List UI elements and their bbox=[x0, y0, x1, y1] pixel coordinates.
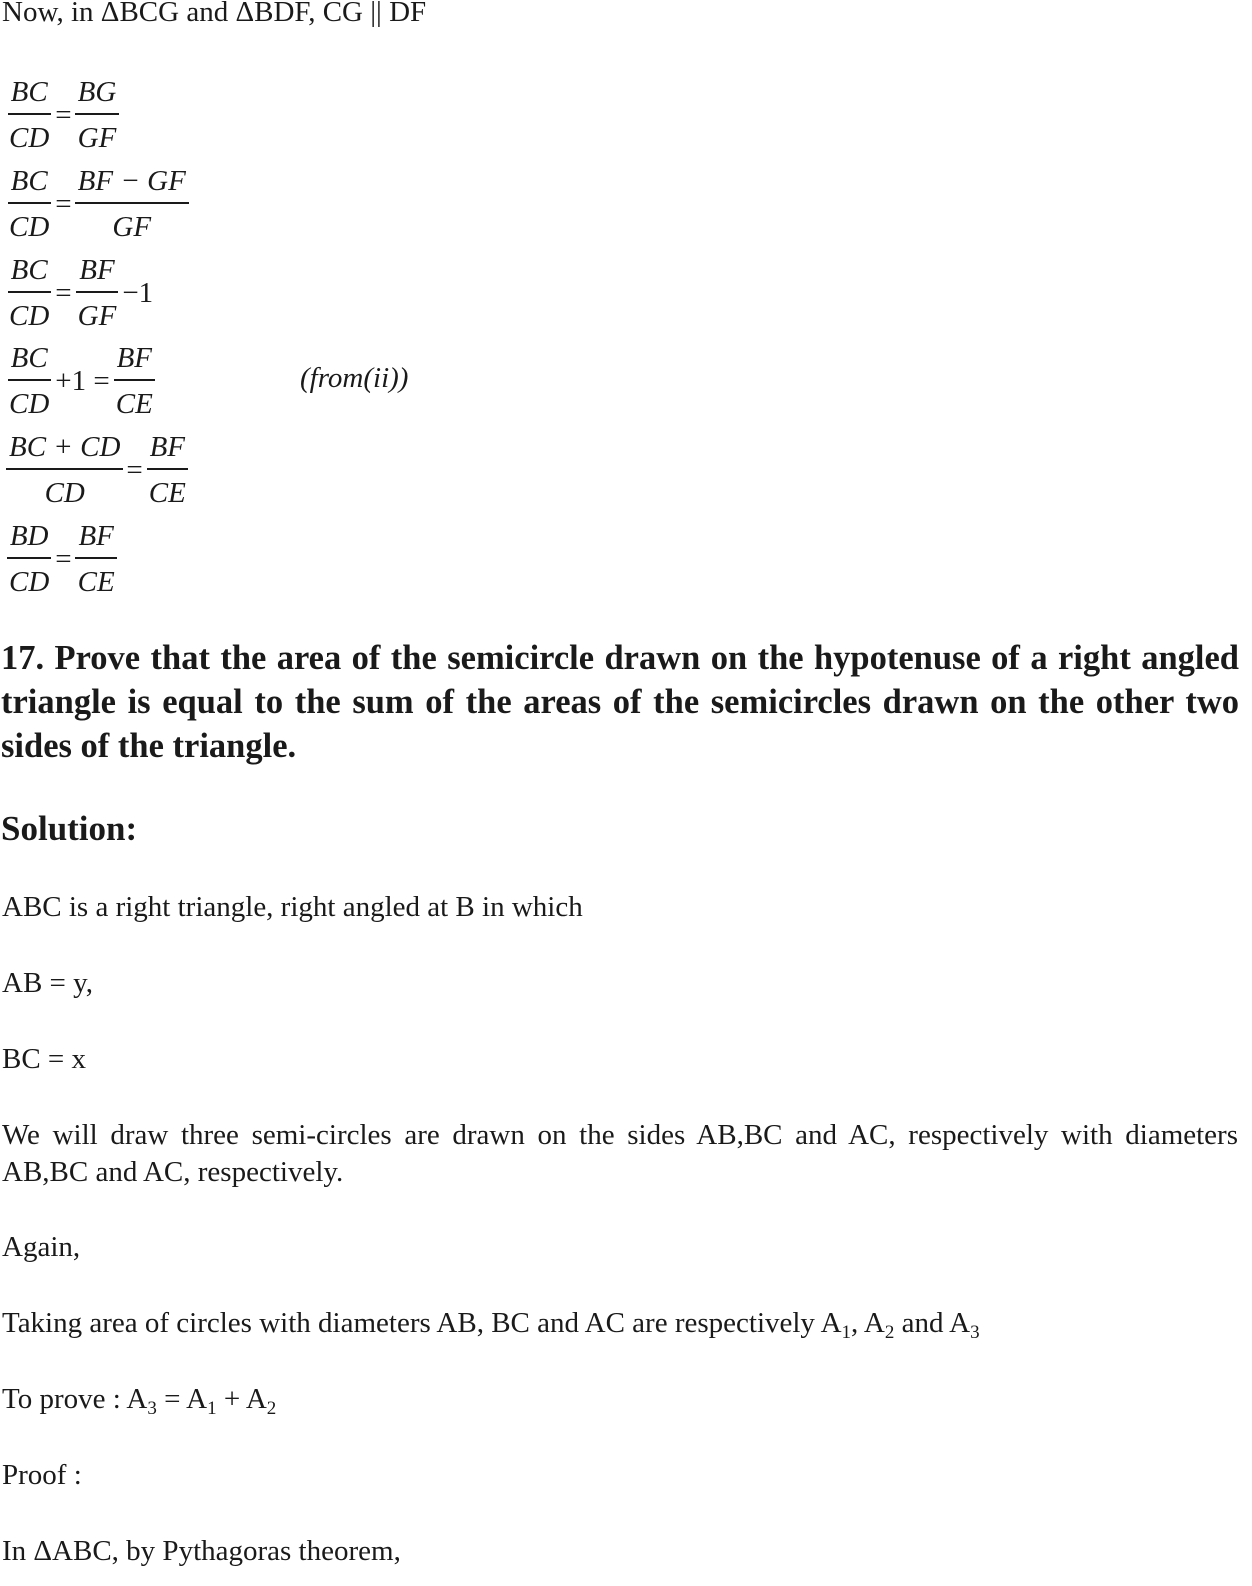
equation-2-rhs-fraction bbox=[75, 163, 189, 245]
equation-4-rhs-numerator: BF bbox=[114, 340, 155, 381]
taking-area-sub-1: 1 bbox=[841, 1322, 852, 1343]
equation-4-lhs-denominator: CD bbox=[9, 388, 50, 420]
equation-5-lhs-numerator: BC + CD bbox=[6, 429, 123, 470]
line-abc: ABC is a right triangle, right angled at B in which bbox=[2, 891, 583, 923]
equation-1-lhs-fraction bbox=[6, 74, 52, 156]
taking-area-sep-2: and A bbox=[894, 1307, 971, 1339]
equation-3 bbox=[6, 246, 156, 340]
equation-6-lhs-numerator: BD bbox=[7, 518, 52, 559]
equation-5-rhs-denominator: CE bbox=[148, 477, 186, 509]
intro-line: Now, in ΔBCG and ΔBDF, CG || DF bbox=[2, 0, 427, 28]
line-proof: Proof : bbox=[2, 1459, 82, 1491]
equation-3-rhs-numerator: BF bbox=[76, 252, 117, 293]
equation-5-rhs-numerator: BF bbox=[147, 429, 188, 470]
equation-1-rhs-fraction bbox=[75, 74, 120, 156]
equation-1-lhs-denominator: CD bbox=[9, 122, 50, 154]
to-prove-sub-1: 1 bbox=[207, 1398, 217, 1419]
equation-3-lhs-fraction bbox=[6, 252, 52, 334]
equation-6-rhs-fraction bbox=[75, 518, 118, 600]
equation-1 bbox=[6, 68, 125, 162]
equation-1-rhs-numerator: BG bbox=[75, 74, 120, 115]
taking-area-sep-1: , A bbox=[851, 1307, 885, 1339]
equation-5 bbox=[6, 423, 195, 517]
equation-4-rhs-denominator: CE bbox=[115, 388, 153, 420]
to-prove-plus: + A bbox=[216, 1383, 267, 1415]
line-to-prove bbox=[2, 1381, 276, 1421]
equation-4-lhs-fraction bbox=[6, 340, 52, 422]
equation-5-rhs-fraction bbox=[146, 429, 189, 511]
line-pythagoras: In ΔABC, by Pythagoras theorem, bbox=[2, 1535, 401, 1567]
equation-1-operator: = bbox=[55, 98, 72, 131]
equation-3-lhs-numerator: BC bbox=[8, 252, 51, 293]
equation-5-lhs-fraction bbox=[6, 429, 123, 511]
line-bc: BC = x bbox=[2, 1043, 87, 1075]
equation-4 bbox=[6, 334, 162, 428]
to-prove-sub-3: 3 bbox=[147, 1398, 157, 1419]
equation-2-operator: = bbox=[55, 187, 72, 220]
equation-6-rhs-numerator: BF bbox=[75, 518, 116, 559]
to-prove-equals: = A bbox=[156, 1383, 208, 1415]
question-17: 17. Prove that the area of the semicircle drawn on the hypotenuse of a right angled triangle is equal to the sum of the areas of the semicircles drawn on the other two sides of the triangle. bbox=[1, 639, 1239, 765]
equation-4-lhs-numerator: BC bbox=[8, 340, 51, 381]
equation-3-rhs-fraction bbox=[75, 252, 120, 334]
equation-6-operator: = bbox=[55, 542, 72, 575]
line-taking-area bbox=[2, 1305, 980, 1345]
solution-heading: Solution: bbox=[1, 809, 138, 848]
equation-1-rhs-denominator: GF bbox=[77, 122, 117, 154]
to-prove-sub-2: 2 bbox=[266, 1398, 277, 1419]
paragraph-semicircles: We will draw three semi-circles are drawn on the sides AB,BC and AC, respectively with diameters AB,BC and AC, respectively. bbox=[2, 1119, 1238, 1188]
equation-4-rhs-fraction bbox=[113, 340, 156, 422]
equation-note: (from(ii)) bbox=[300, 362, 409, 394]
equation-3-tail: −1 bbox=[122, 276, 154, 309]
equation-2 bbox=[6, 157, 195, 251]
taking-area-prefix: Taking area of circles with diameters AB, BC and AC are respectively A bbox=[2, 1307, 842, 1339]
equation-5-operator: = bbox=[126, 453, 143, 486]
taking-area-sub-3: 3 bbox=[970, 1322, 980, 1343]
equation-6 bbox=[6, 512, 124, 606]
equation-5-lhs-denominator: CD bbox=[44, 477, 85, 509]
equation-3-rhs-denominator: GF bbox=[77, 300, 117, 332]
equation-2-lhs-fraction bbox=[6, 163, 52, 245]
taking-area-sub-2: 2 bbox=[884, 1322, 895, 1343]
equation-2-rhs-denominator: GF bbox=[112, 211, 152, 243]
to-prove-prefix: To prove : A bbox=[2, 1383, 148, 1415]
equation-4-operator: +1 = bbox=[55, 364, 110, 397]
equation-2-lhs-numerator: BC bbox=[8, 163, 51, 204]
equation-2-rhs-numerator: BF − GF bbox=[75, 163, 189, 204]
line-ab: AB = y, bbox=[2, 967, 94, 999]
equation-2-lhs-denominator: CD bbox=[9, 211, 50, 243]
equation-1-lhs-numerator: BC bbox=[8, 74, 51, 115]
equation-3-lhs-denominator: CD bbox=[9, 300, 50, 332]
equation-6-rhs-denominator: CE bbox=[77, 566, 115, 598]
equation-6-lhs-fraction bbox=[6, 518, 52, 600]
equation-6-lhs-denominator: CD bbox=[9, 566, 50, 598]
equation-3-operator: = bbox=[55, 276, 72, 309]
line-again: Again, bbox=[2, 1231, 81, 1263]
